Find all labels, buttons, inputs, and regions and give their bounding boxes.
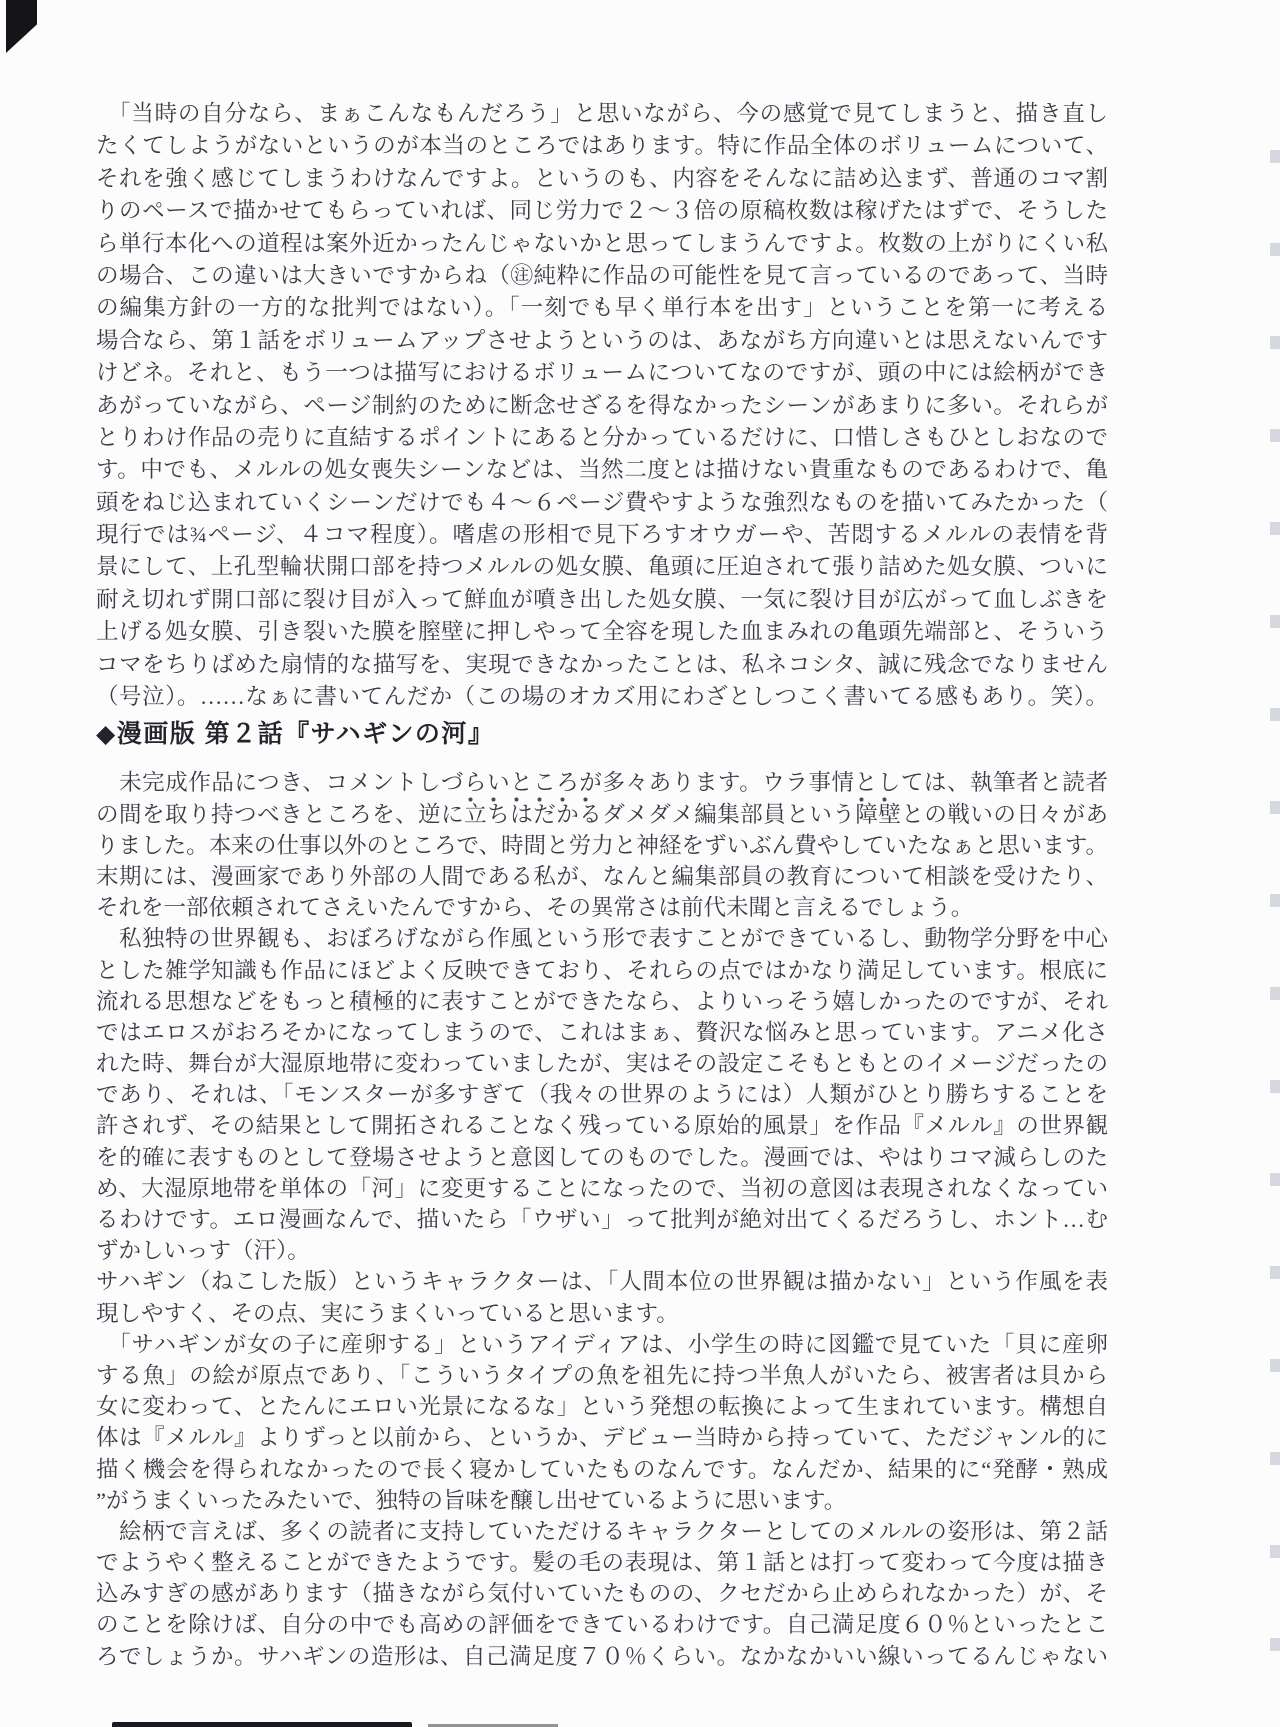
page-edge-scan-artifacts [1270, 70, 1280, 1720]
text-line: 上げる処女膜、引き裂いた膜を膣壁に押しやって全容を現した血まみれの亀頭先端部と、そういう [96, 619, 1108, 645]
text-line: （号泣）。……なぁに書いてんだか（この場のオカズ用にわざとしつこく書いてる感もあり。笑）。 [96, 684, 1108, 710]
scan-corner-artifact [6, 0, 37, 53]
paragraph-2 [96, 767, 1108, 923]
text-line: 末期には、漫画家であり外部の人間である私が、なんと編集部員の教育について相談を受けたり、 [96, 863, 1108, 889]
text-line: りました。本来の仕事以外のところで、時間と労力と神経をずいぶん費やしていたなぁと思います。 [96, 832, 1108, 858]
text-line: 頭をねじ込まれていくシーンだけでも４～６ページ費やすような強烈なものを描いてみたかった（ [96, 489, 1108, 515]
text-line: 耐え切れず開口部に裂け目が入って鮮血が噴き出した処女膜、一気に裂け目が広がって血しぶきを [96, 586, 1108, 612]
text-line: サハギン（ねこした版）というキャラクターは、「人間本位の世界観は描かない」という作風を表 [96, 1269, 1108, 1295]
emphasized-text: 障壁 [855, 801, 902, 827]
text-line: 女に変わって、とたんにエロい光景になるな」という発想の転換によって生まれています。構想自 [96, 1394, 1108, 1420]
text-line [96, 799, 1108, 830]
text-line: 景にして、上孔型輪状開口部を持つメルルの処女膜、亀頭に圧迫されて張り詰めた処女膜、ついに [96, 554, 1108, 580]
section-heading: ◆漫画版 第２話『サハギンの河』 [96, 720, 495, 749]
text-line: 「サハギンが女の子に産卵する」というアイディアは、小学生の時に図鑑で見ていた「貝に産卵 [96, 1331, 1108, 1357]
paragraph-6 [96, 1516, 1108, 1672]
text-line: 描く機会を得られなかったので長く寝かしていたものなんです。なんだか、結果的に“発酵・熟成 [96, 1456, 1108, 1482]
text-line: め、大湿原地帯を単体の「河」に変更することになったので、当初の意図は表現されなくなってい [96, 1175, 1108, 1201]
text-line: であり、それは、「モンスターが多すぎて（我々の世界のようには）人類がひとり勝ちすることを [96, 1082, 1108, 1108]
text-line: ろでしょうか。サハギンの造形は、自己満足度７０％くらい。なかなかいい線いってるんじゃない [96, 1643, 1108, 1669]
text-line: それを一部依頼されてさえいたんですから、その異常さは前代未聞と言えるでしょう。 [96, 895, 974, 921]
paragraph-3 [96, 923, 1108, 1266]
text-column [96, 98, 1108, 1672]
text-line: の場合、この違いは大きいですからね（㊟純粋に作品の可能性を見て言っているのであって、当時 [96, 262, 1108, 288]
text-segment: の間を取り持つべきところを、逆に [96, 801, 465, 827]
text-line: るわけです。エロ漫画なんで、描いたら「ウザい」って批判が絶対出てくるだろうし、ホント…む [96, 1207, 1108, 1233]
emphasized-text: 立ちはだかる [464, 801, 603, 827]
text-segment: ダメダメ編集部員という [602, 801, 856, 827]
text-line: 「当時の自分なら、まぁこんなもんだろう」と思いながら、今の感覚で見てしまうと、描き直し [96, 101, 1108, 126]
text-line: 許されず、その結果として開拓されることなく残っている原始的風景」を作品『メルル』の世界観 [96, 1113, 1108, 1139]
text-line: 私独特の世界観も、おぼろげながら作風という形で表すことができているし、動物学分野を中心 [96, 926, 1108, 952]
text-line: 流れる思想などをもっと積極的に表すことができたなら、よりいっそう嬉しかったのですが、それ [96, 988, 1108, 1014]
text-line: とした雑学知識も作品にほどよく反映できており、それらの点ではかなり満足しています。根底に [96, 957, 1108, 983]
text-line: ずかしいっす（汗）。 [96, 1238, 310, 1264]
text-line: けどネ。それと、もう一つは描写におけるボリュームについてなのですが、頭の中には絵柄ができ [96, 360, 1108, 386]
text-line: する魚」の絵が原点であり、「こういうタイプの魚を祖先に持つ半魚人がいたら、被害者は貝から [96, 1362, 1108, 1388]
text-line: を的確に表すものとして登場させようと意図してのものでした。漫画では、やはりコマ減らしのた [96, 1144, 1108, 1170]
paragraph-5 [96, 1329, 1108, 1516]
text-line: あがっていながら、ページ制約のために断念せざるを得なかったシーンがあまりに多い。それらが [96, 392, 1108, 418]
text-line: 現行では¾ページ、４コマ程度）。嗜虐の形相で見下ろすオウガーや、苦悶するメルルの表情を背 [96, 522, 1108, 548]
text-line: ”がうまくいったみたいで、独特の旨味を醸し出せているように思います。 [96, 1487, 847, 1513]
text-line: れた時、舞台が大湿原地帯に変わっていましたが、実はその設定こそもともとのイメージだったの [96, 1051, 1108, 1077]
text-line: 未完成作品につき、コメントしづらいところが多々あります。ウラ事情としては、執筆者と読者 [96, 770, 1108, 796]
text-line: 込みすぎの感があります（描きながら気付いていたものの、クセだから止められなかった）が、そ [96, 1581, 1108, 1607]
text-line: のことを除けば、自分の中でも高めの評価をできているわけです。自己満足度６０％といったとこ [96, 1612, 1108, 1638]
paragraph-4 [96, 1266, 1108, 1328]
text-line: ら単行本化への道程は案外近かったんじゃないかと思ってしまうんですよ。枚数の上がりにくい私 [96, 230, 1108, 256]
bottom-edge-scan-artifact [112, 1722, 412, 1727]
text-line: 場合なら、第１話をボリュームアップさせようというのは、あながち方向違いとは思えないんです [96, 327, 1108, 353]
text-line: りのペースで描かせてもらっていれば、同じ労力で２～３倍の原稿枚数は稼げたはずで、そうした [96, 198, 1108, 224]
text-line: 現しやすく、その点、実にうまくいっていると思います。 [96, 1300, 679, 1326]
text-line: それを強く感じてしまうわけなんですよ。というのも、内容をそんなに詰め込まず、普通のコマ割 [96, 165, 1108, 191]
text-line: たくてしようがないというのが本当のところではあります。特に作品全体のボリュームについて、 [96, 133, 1108, 159]
text-segment: との戦いの日々があ [901, 801, 1108, 827]
text-line: 絵柄で言えば、多くの読者に支持していただけるキャラクターとしてのメルルの姿形は、第２話 [96, 1518, 1108, 1544]
text-line: す。中でも、メルルの処女喪失シーンなどは、当然二度とは描けない貴重なものであるわけで、亀 [96, 457, 1108, 483]
text-line: 体は『メルル』よりずっと以前から、というか、デビュー当時から持っていて、ただジャンル的に [96, 1425, 1108, 1451]
text-line: ではエロスがおろそかになってしまうので、これはまぁ、贅沢な悩みと思っています。アニメ化さ [96, 1019, 1108, 1045]
text-line: とりわけ作品の売りに直結するポイントにあると分かっているだけに、口惜しさもひとしおなので [96, 424, 1108, 450]
text-line: コマをちりばめた扇情的な描写を、実現できなかったことは、私ネコシタ、誠に残念でなりません [96, 651, 1108, 677]
text-line: でようやく整えることができたようです。髪の毛の表現は、第１話とは打って変わって今度は描き [96, 1550, 1108, 1576]
paragraph-1 [96, 98, 1108, 713]
text-line: の編集方針の一方的な批判ではない）。「一刻でも早く単行本を出す」ということを第一に考える [96, 295, 1108, 321]
